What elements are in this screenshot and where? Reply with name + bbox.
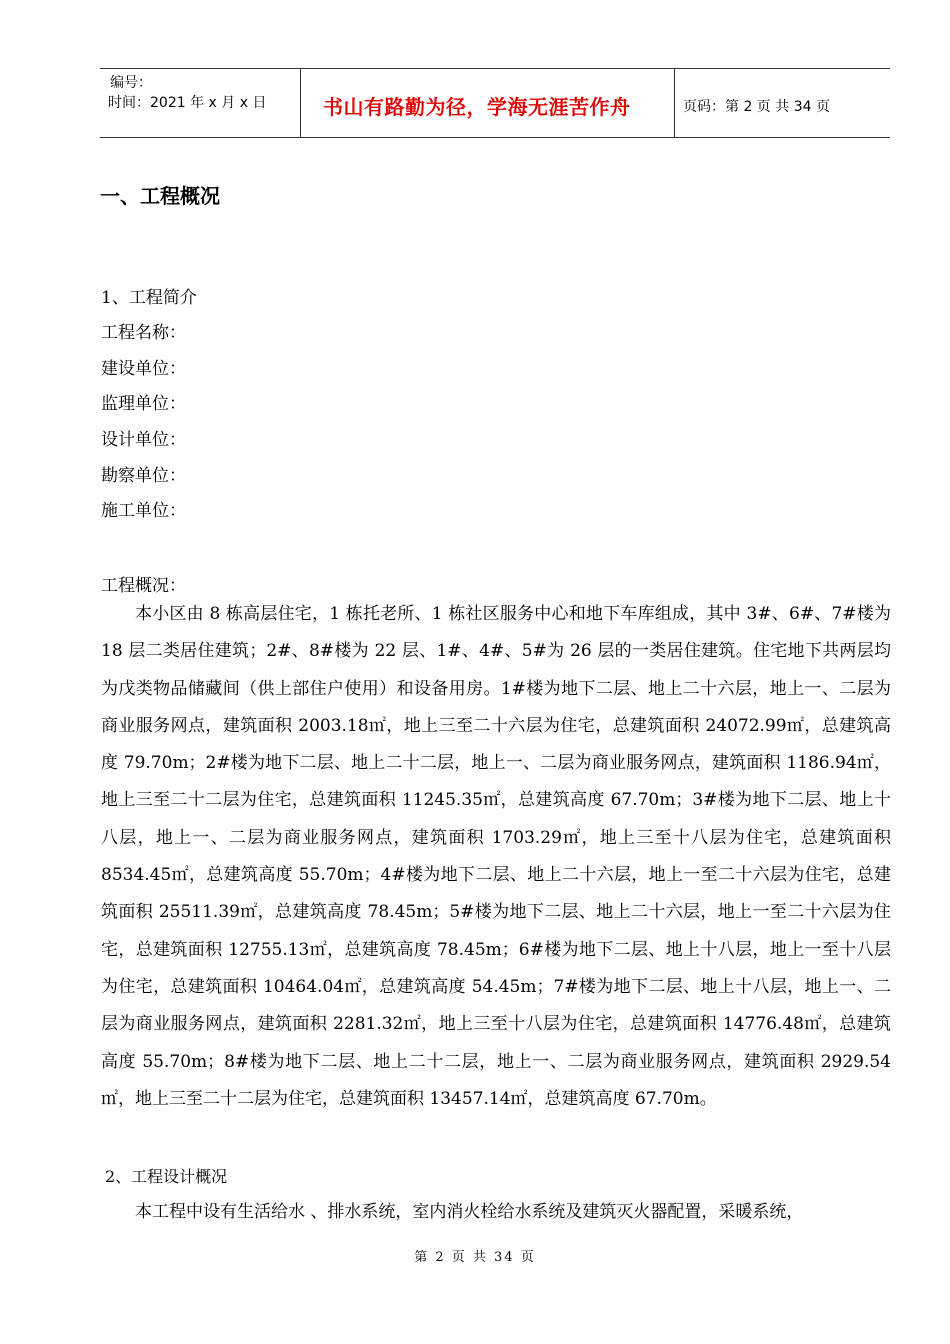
field-surveyor: 勘察单位： xyxy=(101,466,186,486)
overview-text: 本小区由 8 栋高层住宅，1 栋托老所、1 栋社区服务中心和地下车库组成，其中 3#、6#、7#楼为 18 层二类居住建筑；2#、8#楼为 22 层、1#、4#、5#为 26 层的一类居住建筑。住宅地下共两层均为戊类物品储藏间（供上部住户使用）和设备用房。1#楼为地下二层、地上二十六层，地上一、二层为商业服务网点，建筑面积 2003.18㎡，地上三至二十六层为住宅，总建筑面积 24072.99㎡，总建筑高度 79.70m；2#楼为地下二层、地上二十二层，地上一、二层为商业服务网点，建筑面积 1186.94㎡，地上三至二十二层为住宅，总建筑面积 11245.35㎡，总建筑高度 67.70m；3#楼为地下二层、地上十八层，地上一、二层为商业服务网点，建筑面积 1703.29㎡，地上三至十八层为住宅，总建筑面积 8534.45㎡，总建筑高度 55.70m；4#楼为地下二层、地上二十六层，地上一至二十六层为住宅，总建筑面积 25511.39㎡，总建筑高度 78.45m；5#楼为地下二层、地上二十六层，地上一至二十六层为住宅，总建筑面积 12755.13㎡，总建筑高度 78.45m；6#楼为地下二层、地上十八层，地上一至十八层为住宅，总建筑面积 10464.04㎡，总建筑高度 54.45m；7#楼为地下二层、地上十八层，地上一、二层为商业服务网点，建筑面积 2281.32㎡，地上三至十八层为住宅，总建筑面积 14776.48㎡，总建筑高度 55.70m；8#楼为地下二层、地上二十二层，地上一、二层为商业服务网点，建筑面积 2929.54㎡，地上三至二十二层为住宅，总建筑面积 13457.14㎡，总建筑高度 67.70m。 xyxy=(101,604,891,1109)
overview-heading: 工程概况： xyxy=(101,576,186,596)
field-designer: 设计单位： xyxy=(101,430,186,450)
field-builder: 建设单位： xyxy=(101,359,186,379)
field-contractor: 施工单位： xyxy=(101,501,186,521)
field-supervisor: 监理单位： xyxy=(101,394,186,414)
header-motto-cell xyxy=(301,69,675,137)
field-project-name: 工程名称： xyxy=(101,323,186,343)
section-title: 一、工程概况 xyxy=(100,184,220,208)
design-text: 本工程中设有生活给水 、排水系统，室内消火栓给水系统及建筑灭火器配置，采暖系统， xyxy=(135,1202,804,1222)
intro-heading: 1、工程简介 xyxy=(101,288,197,308)
header-meta-cell xyxy=(100,69,301,137)
page-header xyxy=(100,68,890,138)
design-paragraph xyxy=(101,1197,901,1222)
page-footer: 第 2 页 共 34 页 xyxy=(414,1250,536,1265)
time-label: 时间：2021 年 x 月 x 日 xyxy=(108,95,267,111)
design-heading: 2、工程设计概况 xyxy=(105,1167,228,1186)
page-info: 页码：第 2 页 共 34 页 xyxy=(683,99,830,115)
number-label: 编号： xyxy=(110,75,152,91)
motto-text: 书山有路勤为径，学海无涯苦作舟 xyxy=(323,95,631,119)
overview-paragraph xyxy=(101,596,891,1118)
